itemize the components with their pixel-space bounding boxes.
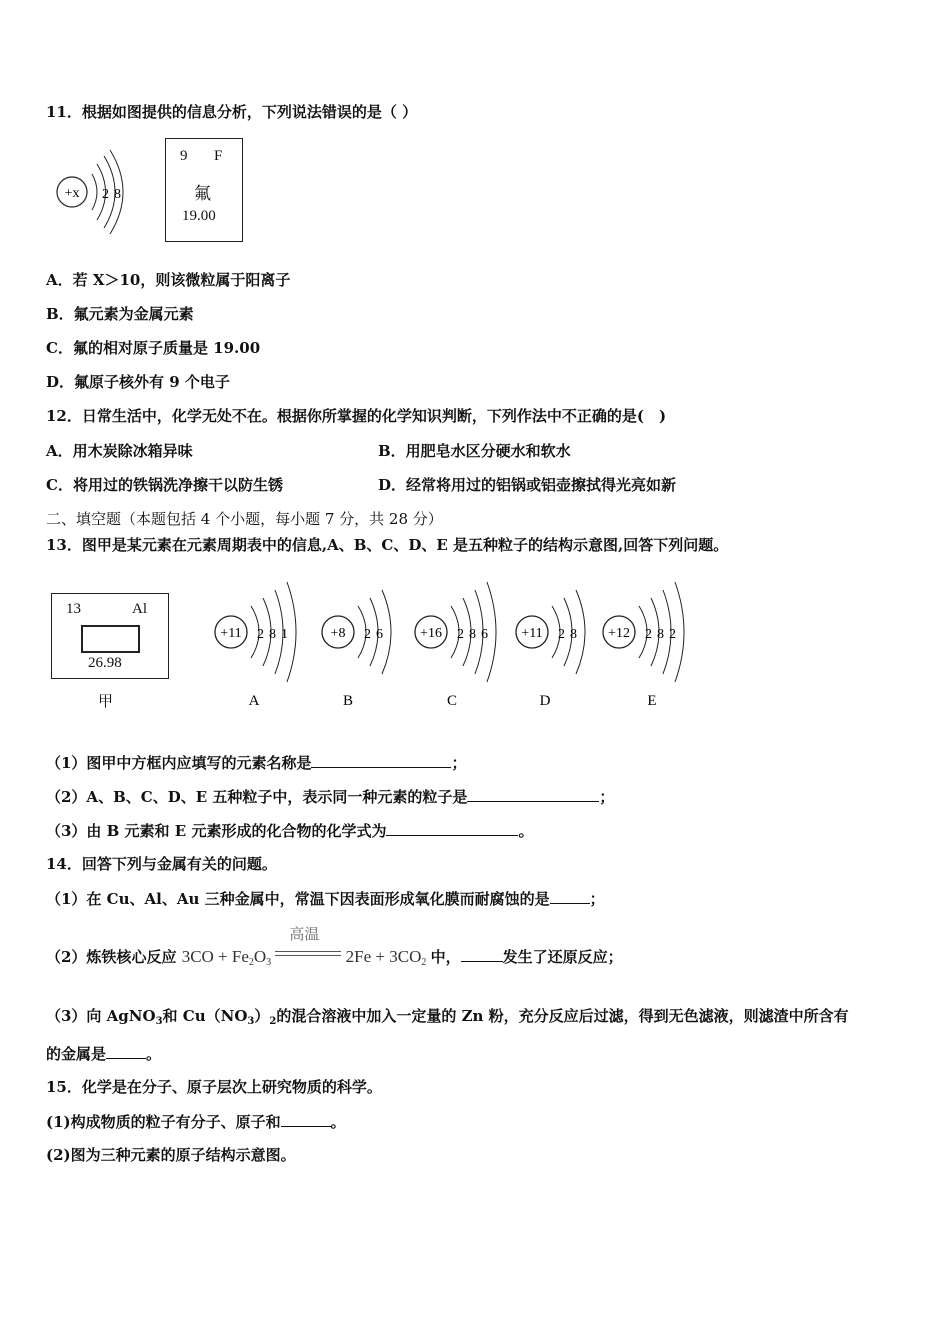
q14-sub2-blank[interactable] — [461, 946, 503, 962]
particle-label: D — [539, 693, 551, 709]
cell-name: 氟 — [194, 184, 211, 203]
nucleus-label: +12 — [608, 626, 630, 641]
q14-sub1-blank[interactable] — [550, 888, 590, 904]
q11-option-c: C．氟的相对原子质量是 19.00 — [46, 339, 261, 357]
q12-option-b: B．用肥皂水区分硬水和软水 — [378, 442, 571, 460]
q13-sub3-blank[interactable] — [386, 820, 518, 836]
q13-stem: 13．图甲是某元素在元素周期表中的信息,A、B、C、D、E 是五种粒子的结构示意图,回答下列问题。 — [46, 536, 729, 554]
q12-option-a: A．用木炭除冰箱异味 — [46, 442, 193, 460]
shell-arc — [287, 582, 296, 682]
q13-sub1-blank[interactable] — [311, 752, 451, 768]
q15-sub1-text: (1)构成物质的粒子有分子、原子和 — [46, 1113, 281, 1131]
q13-sub2-end: ； — [599, 788, 615, 806]
q13-sub1 — [46, 752, 466, 773]
eq-subscript-1: 2 — [248, 957, 254, 968]
q14-sub3-line2 — [46, 1043, 161, 1064]
q14-sub1-text: （1）在 Cu、Al、Au 三种金属中，常温下因表面形成氧化膜而耐腐蚀的是 — [46, 890, 550, 908]
q11-option-a: A．若 X＞10，则该微粒属于阳离子 — [46, 271, 291, 289]
shell-count: 2 — [364, 627, 371, 642]
cell-symbol: Al — [132, 601, 147, 617]
q12-option-c: C．将用过的铁锅洗净擦干以防生锈 — [46, 476, 283, 494]
shell-count: 8 — [657, 627, 664, 642]
cell-atomic-number: 9 — [180, 148, 188, 164]
shell-count: 6 — [376, 627, 383, 642]
q15-stem: 15．化学是在分子、原子层次上研究物质的科学。 — [46, 1078, 382, 1096]
q13-sub2-blank[interactable] — [467, 786, 599, 802]
shell-count: 1 — [281, 627, 288, 642]
nucleus-label: +11 — [521, 626, 543, 641]
q13-sub3 — [46, 820, 533, 841]
q13-sub3-end: 。 — [518, 822, 534, 840]
q13-sub1-end: ； — [451, 754, 467, 772]
shell-count: 2 — [457, 627, 464, 642]
nucleus-label: +16 — [420, 626, 442, 641]
chemical-equation — [181, 925, 431, 968]
q14-sub3-end: 。 — [146, 1045, 162, 1063]
q11-element-cell — [165, 138, 243, 242]
q12-stem: 12．日常生活中，化学无处不在。根据你所掌握的化学知识判断，下列作法中不正确的是( ) — [46, 407, 667, 425]
eq-arrow — [275, 925, 341, 960]
eq-subscript-2: 3 — [266, 957, 272, 968]
q14-sub2-mid: 中， — [430, 948, 461, 966]
q14-sub1-end: ； — [589, 890, 605, 908]
q12-option-d: D．经常将用过的铝锅或铝壶擦拭得光亮如新 — [378, 476, 677, 494]
q11-stem: 11．根据如图提供的信息分析，下列说法错误的是（ ） — [46, 103, 418, 121]
eq-subscript-3: 2 — [421, 957, 427, 968]
q14-sub3-sub-1: 3 — [155, 1016, 163, 1027]
shell-count: 6 — [481, 627, 488, 642]
cell-mass: 26.98 — [88, 655, 122, 671]
shell-arc — [487, 582, 496, 682]
eq-condition: 高温 — [289, 925, 320, 943]
section-heading: 二、填空题（本题包括 4 个小题，每小题 7 分，共 28 分） — [46, 510, 443, 528]
particle-a — [215, 582, 296, 709]
q15-sub1-end: 。 — [330, 1113, 346, 1131]
q13-sub1-text: （1）图甲中方框内应填写的元素名称是 — [46, 754, 312, 772]
nucleus-label: +11 — [220, 626, 242, 641]
eq-reactant-2: O — [253, 947, 267, 966]
particle-b — [322, 590, 391, 709]
q14-sub3-line1 — [46, 1006, 849, 1032]
cell-atomic-number: 13 — [66, 601, 81, 617]
particle-e — [603, 582, 684, 709]
cell-caption: 甲 — [98, 692, 114, 710]
particle-label: E — [647, 693, 657, 709]
q14-sub2 — [46, 925, 623, 973]
q14-sub3-sub-2: 3 — [247, 1016, 255, 1027]
q11-option-d: D．氟原子核外有 9 个电子 — [46, 373, 230, 391]
particle-d — [516, 590, 585, 709]
particle-c — [415, 582, 496, 709]
q11-atom-diagram — [52, 148, 137, 234]
q15-sub1 — [46, 1111, 346, 1132]
q14-sub3-text-c: ） — [254, 1007, 270, 1025]
q14-sub3-text-d: 的混合溶液中加入一定量的 Zn 粉，充分反应后过滤，得到无色滤液，则滤渣中所含有 — [276, 1007, 849, 1025]
atom-shell-2: 8 — [114, 187, 121, 202]
eq-product: 2Fe + 3CO — [345, 947, 422, 966]
shell-count: 2 — [645, 627, 652, 642]
shell-count: 8 — [570, 627, 577, 642]
q14-sub2-text: （2）炼铁核心反应 — [46, 948, 177, 966]
q15-sub2: (2)图为三种元素的原子结构示意图。 — [46, 1146, 296, 1164]
atom-nucleus-label: +x — [64, 186, 80, 201]
shell-arc — [675, 582, 684, 682]
shell-arc — [576, 590, 585, 674]
shell-count: 2 — [558, 627, 565, 642]
q14-sub3-blank[interactable] — [106, 1043, 146, 1059]
particle-label: C — [446, 693, 458, 709]
particle-label: B — [342, 693, 354, 709]
q14-stem: 14．回答下列与金属有关的问题。 — [46, 855, 277, 873]
cell-mass: 19.00 — [182, 208, 216, 224]
q13-sub2 — [46, 786, 614, 807]
particle-label: A — [248, 693, 260, 709]
q11-option-b: B．氟元素为金属元素 — [46, 305, 194, 323]
q14-sub3-sub-3: 2 — [269, 1016, 277, 1027]
q13-sub2-text: （2）A、B、C、D、E 五种粒子中，表示同一种元素的粒子是 — [46, 788, 468, 806]
q14-sub3-text-a: （3）向 AgNO — [46, 1007, 156, 1025]
q13-sub3-text: （3）由 B 元素和 E 元素形成的化合物的化学式为 — [46, 822, 387, 840]
q15-sub1-blank[interactable] — [281, 1111, 331, 1127]
q14-sub3-text-e: 的金属是 — [46, 1045, 107, 1063]
shell-count: 2 — [257, 627, 264, 642]
nucleus-label: +8 — [330, 626, 346, 641]
q13-particle-diagrams — [0, 575, 950, 715]
atom-shell-1: 2 — [102, 187, 109, 202]
q14-sub1 — [46, 888, 605, 909]
shell-count: 2 — [669, 627, 676, 642]
cell-symbol: F — [214, 148, 223, 164]
shell-arc — [382, 590, 391, 674]
shell-count: 8 — [469, 627, 476, 642]
eq-reactant-1: 3CO + Fe — [181, 947, 249, 966]
q14-sub3-text-b: 和 Cu（NO — [162, 1007, 248, 1025]
q14-sub2-end: 发生了还原反应； — [502, 948, 623, 966]
shell-count: 8 — [269, 627, 276, 642]
